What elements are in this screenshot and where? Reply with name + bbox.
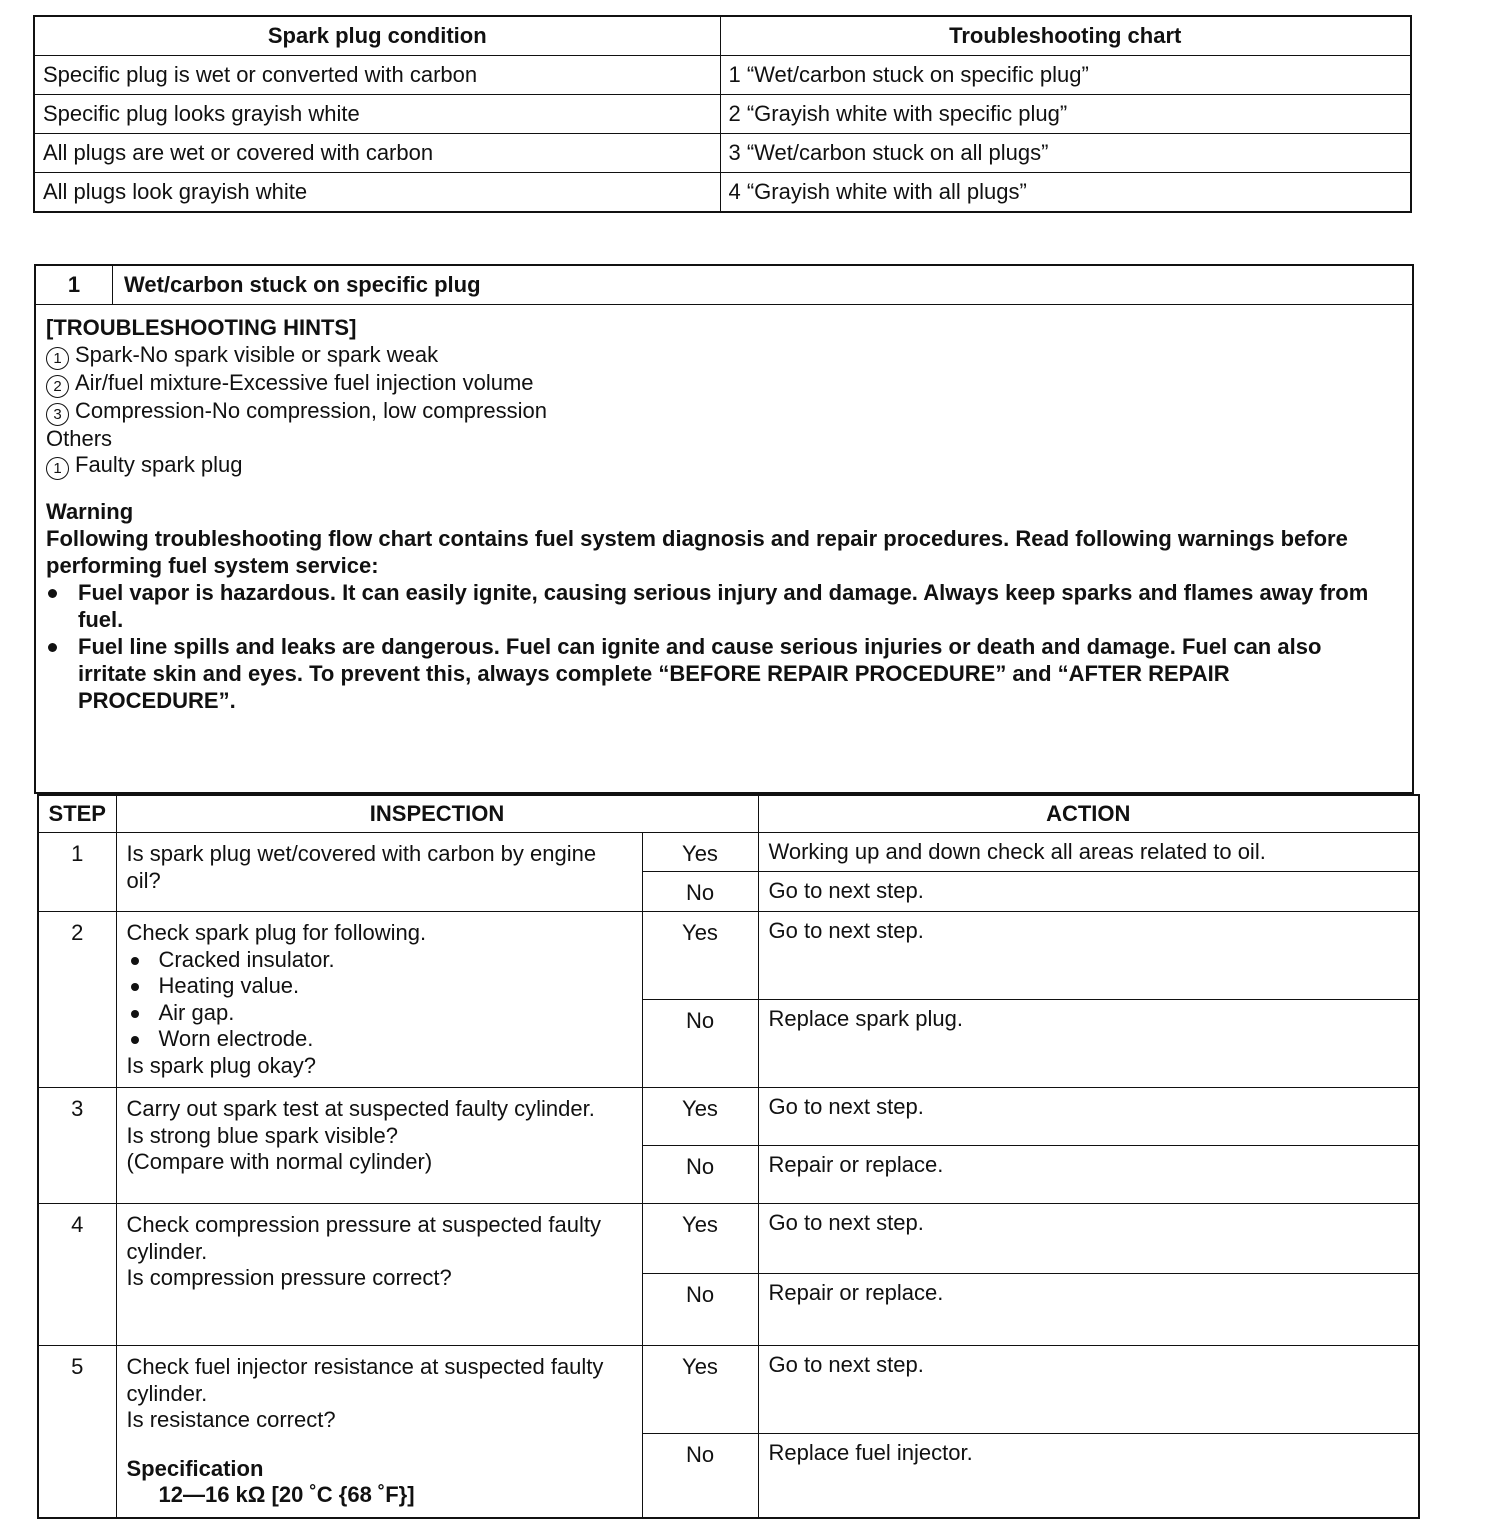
hint-item: 3 Compression-No compression, low compression (46, 398, 1412, 426)
inspection-cell: Check spark plug for following. Cracked insulator. Heating value. Air gap. Worn electrode. Is spark plug okay? (116, 912, 642, 1088)
chart-cell: 1 “Wet/carbon stuck on specific plug” (720, 56, 1411, 95)
circled-number-icon: 2 (46, 375, 69, 398)
others-label: Others (46, 425, 113, 451)
condition-cell: Specific plug is wet or converted with carbon (34, 56, 720, 95)
warning-section (46, 498, 1412, 714)
yes-label: Yes (642, 912, 758, 1000)
circled-number-icon: 1 (46, 347, 69, 370)
yes-action: Go to next step. (758, 1088, 1419, 1146)
no-action: Repair or replace. (758, 1274, 1419, 1346)
table-row (34, 95, 1411, 134)
step-number: 3 (38, 1088, 116, 1204)
table-row (34, 134, 1411, 173)
no-label: No (642, 1000, 758, 1088)
yes-label: Yes (642, 1204, 758, 1274)
yes-action: Working up and down check all areas related to oil. (758, 833, 1419, 872)
action-header: ACTION (758, 795, 1419, 833)
no-label: No (642, 1434, 758, 1518)
yes-label: Yes (642, 1088, 758, 1146)
inspection-cell: Carry out spark test at suspected faulty cylinder. Is strong blue spark visible? (Compare with normal cylinder) (116, 1088, 642, 1204)
circled-number-icon: 3 (46, 403, 69, 426)
inspection-header: INSPECTION (116, 795, 758, 833)
chart-cell: 3 “Wet/carbon stuck on all plugs” (720, 134, 1411, 173)
condition-table (33, 15, 1412, 213)
condition-header: Spark plug condition (34, 16, 720, 56)
bullet-icon (48, 589, 57, 598)
inspection-cell: Is spark plug wet/covered with carbon by engine oil? (116, 833, 642, 912)
no-action: Replace fuel injector. (758, 1434, 1419, 1518)
step-number: 2 (38, 912, 116, 1088)
steps-header-row (38, 795, 1419, 833)
condition-header-row (34, 16, 1411, 56)
warning-list (46, 579, 1392, 714)
list-item: Worn electrode. (127, 1026, 632, 1053)
circled-number-icon: 1 (46, 457, 69, 480)
warning-title: Warning (46, 499, 134, 525)
steps-table (37, 794, 1420, 1519)
hint-item: 1 Faulty spark plug (46, 452, 1412, 480)
warning-intro: Following troubleshooting flow chart contains fuel system diagnosis and repair procedures. Read following warnings before performing fuel system service: (46, 526, 1348, 579)
no-label: No (642, 1146, 758, 1204)
step-number: 1 (38, 833, 116, 912)
spec-value: 12—16 kΩ [20 ˚C {68 ˚F}] (158, 1482, 415, 1507)
spec-title: Specification (126, 1455, 264, 1481)
condition-cell: Specific plug looks grayish white (34, 95, 720, 134)
bullet-icon (131, 1036, 139, 1044)
table-row (38, 912, 1419, 1000)
table-row (34, 173, 1411, 213)
list-item: Air gap. (127, 1000, 632, 1027)
table-row (38, 1088, 1419, 1146)
step-number: 5 (38, 1346, 116, 1518)
condition-cell: All plugs are wet or covered with carbon (34, 134, 720, 173)
table-row (38, 1346, 1419, 1434)
no-label: No (642, 872, 758, 912)
table-row (38, 833, 1419, 872)
list-item: Fuel line spills and leaks are dangerous. Fuel can ignite and cause serious injuries or death and damage. Fuel can also irritate skin and eyes. To prevent this, always complete “BEFORE REPAIR PROCEDURE” and “AFTER REPAIR PROCEDURE”. (46, 633, 1392, 714)
table-row (38, 1204, 1419, 1274)
no-action: Repair or replace. (758, 1146, 1419, 1204)
chart-box (34, 264, 1414, 794)
bullet-icon (131, 1010, 139, 1018)
step-header: STEP (38, 795, 116, 833)
chart-header: Troubleshooting chart (720, 16, 1411, 56)
condition-cell: All plugs look grayish white (34, 173, 720, 213)
no-action: Go to next step. (758, 872, 1419, 912)
list-item: Cracked insulator. (127, 947, 632, 974)
list-item: Heating value. (127, 973, 632, 1000)
table-row (34, 56, 1411, 95)
list-item: Fuel vapor is hazardous. It can easily ignite, causing serious injury and damage. Always keep sparks and flames away from fuel. (46, 579, 1392, 633)
yes-action: Go to next step. (758, 1204, 1419, 1274)
inspection-cell: Check fuel injector resistance at suspected faulty cylinder. Is resistance correct? Specification 12—16 kΩ [20 ˚C {68 ˚F}] (116, 1346, 642, 1518)
no-action: Replace spark plug. (758, 1000, 1419, 1088)
hint-item: 1 Spark-No spark visible or spark weak (46, 342, 1412, 370)
hints-title: [TROUBLESHOOTING HINTS] (46, 315, 357, 340)
hints-section (36, 305, 1412, 714)
yes-label: Yes (642, 833, 758, 872)
yes-action: Go to next step. (758, 1346, 1419, 1434)
hint-item: 2 Air/fuel mixture-Excessive fuel injection volume (46, 370, 1412, 398)
no-label: No (642, 1274, 758, 1346)
chart-cell: 4 “Grayish white with all plugs” (720, 173, 1411, 213)
step-number: 4 (38, 1204, 116, 1346)
chart-cell: 2 “Grayish white with specific plug” (720, 95, 1411, 134)
bullet-icon (131, 983, 139, 991)
bullet-icon (131, 957, 139, 965)
yes-label: Yes (642, 1346, 758, 1434)
yes-action: Go to next step. (758, 912, 1419, 1000)
bullet-icon (48, 643, 57, 652)
chart-header-bar (36, 266, 1412, 305)
inspection-cell: Check compression pressure at suspected faulty cylinder. Is compression pressure correct? (116, 1204, 642, 1346)
chart-title: Wet/carbon stuck on specific plug (124, 272, 481, 297)
chart-number: 1 (36, 266, 113, 304)
